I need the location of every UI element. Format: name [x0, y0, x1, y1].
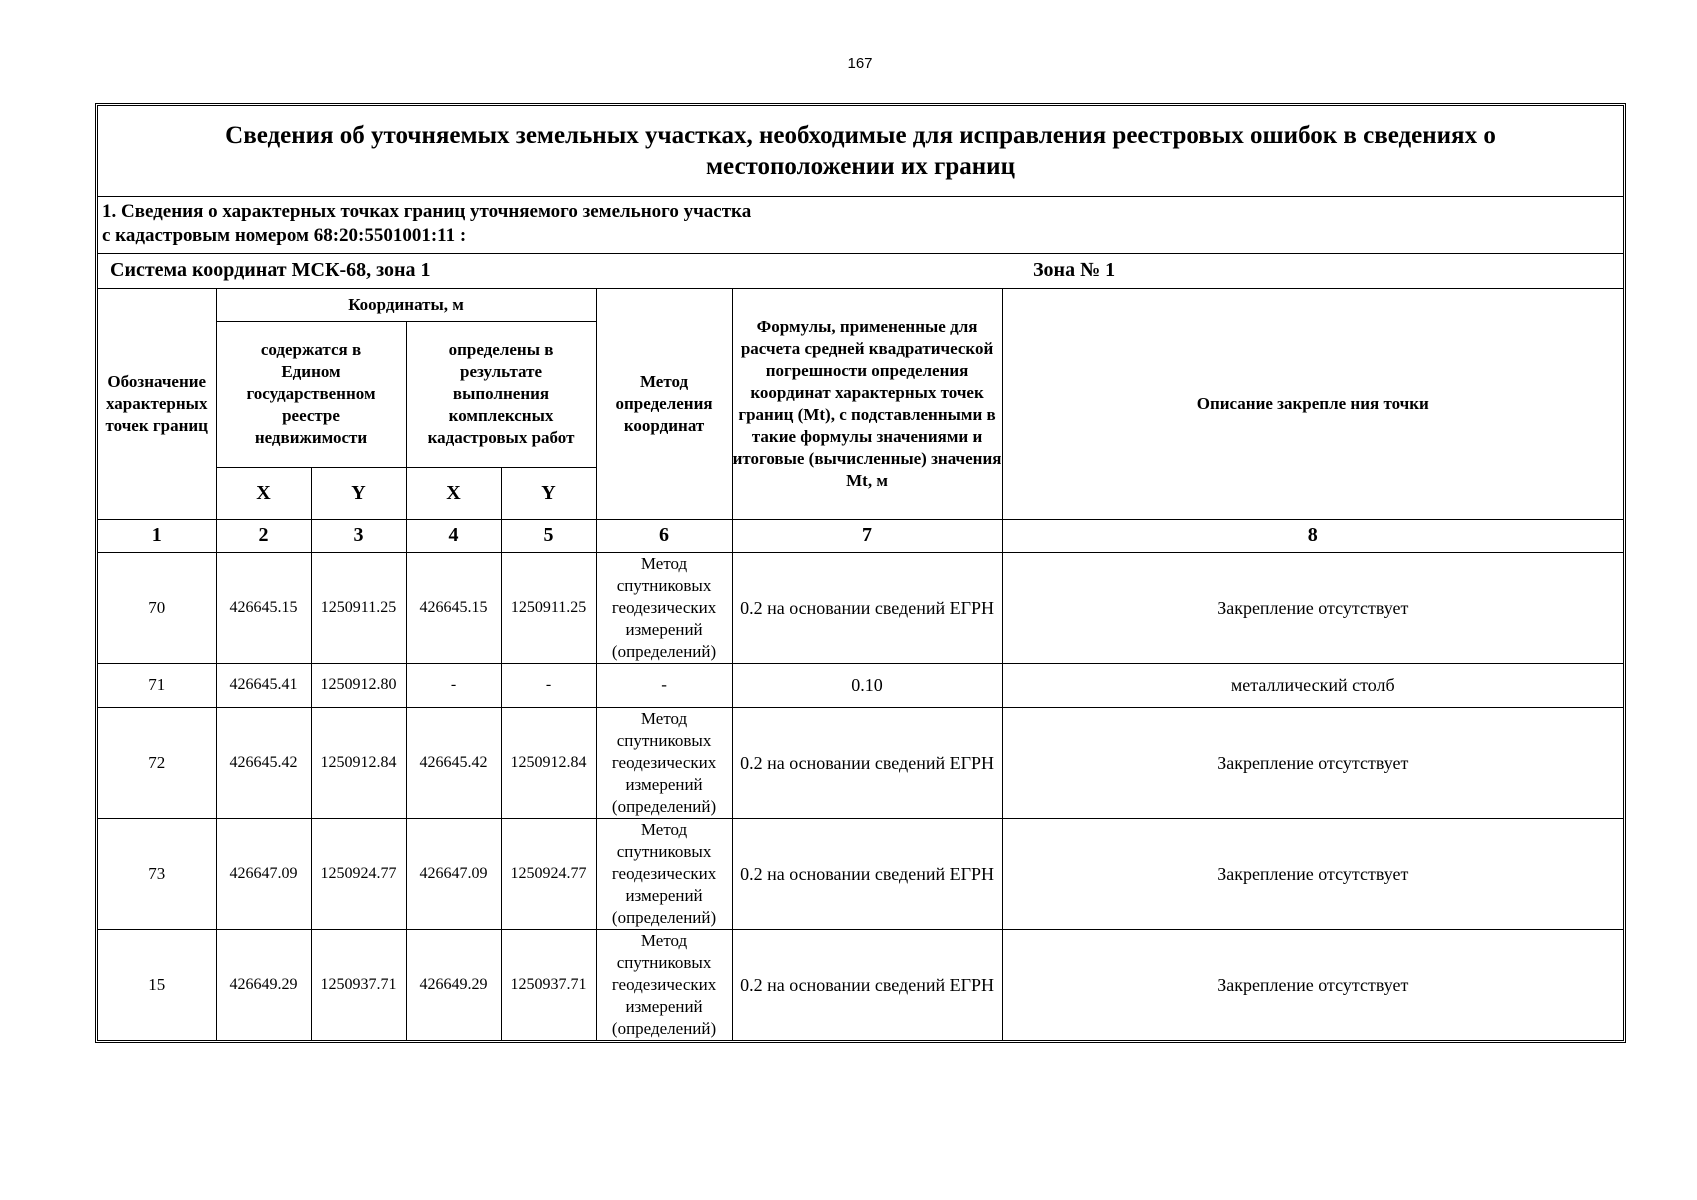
coordinate-system-label: Система координат МСК-68, зона 1 — [110, 259, 431, 281]
column-number: 3 — [311, 519, 406, 552]
column-number: 2 — [216, 519, 311, 552]
x-egrn: 426649.29 — [216, 929, 311, 1040]
column-number: 6 — [596, 519, 732, 552]
x-complex: 426647.09 — [406, 818, 501, 929]
point-id: 70 — [98, 552, 216, 663]
point-description: Закрепление отсутствует — [1002, 707, 1623, 818]
point-description: Закрепление отсутствует — [1002, 929, 1623, 1040]
x-complex: 426649.29 — [406, 929, 501, 1040]
point-description: Закрепление отсутствует — [1002, 552, 1623, 663]
header-designation: Обозначение характерных точек границ — [98, 289, 216, 519]
point-description: металлический столб — [1002, 663, 1623, 707]
table-row — [98, 552, 1623, 663]
coordinate-system-row — [98, 254, 1623, 289]
method: Метод спутниковых геодезических измерений (определений) — [596, 818, 732, 929]
y-egrn: 1250937.71 — [311, 929, 406, 1040]
x-egrn: 426647.09 — [216, 818, 311, 929]
document-frame — [95, 103, 1626, 1043]
y-complex: 1250911.25 — [501, 552, 596, 663]
header-method: Метод определения координат — [596, 289, 732, 519]
method: - — [596, 663, 732, 707]
point-id: 15 — [98, 929, 216, 1040]
column-numbers-row — [98, 519, 1623, 552]
page-number: 167 — [847, 55, 873, 72]
column-number: 8 — [1002, 519, 1623, 552]
table-row — [98, 929, 1623, 1040]
mt-value: 0.2 на основании сведений ЕГРН — [732, 552, 1002, 663]
mt-value: 0.10 — [732, 663, 1002, 707]
mt-value: 0.2 на основании сведений ЕГРН — [732, 707, 1002, 818]
method: Метод спутниковых геодезических измерений (определений) — [596, 552, 732, 663]
x-complex: 426645.42 — [406, 707, 501, 818]
x-egrn: 426645.15 — [216, 552, 311, 663]
y-egrn: 1250912.80 — [311, 663, 406, 707]
table-row — [98, 663, 1623, 707]
header-x-egrn: X — [216, 467, 311, 519]
column-number: 5 — [501, 519, 596, 552]
header-complex: определены в результате выполнения комплексных кадастровых работ — [406, 321, 596, 467]
table-row — [98, 707, 1623, 818]
header-y-complex: Y — [501, 467, 596, 519]
point-description: Закрепление отсутствует — [1002, 818, 1623, 929]
column-number: 4 — [406, 519, 501, 552]
column-number: 7 — [732, 519, 1002, 552]
section-heading-line-1: 1. Сведения о характерных точках границ уточняемого земельного участка — [102, 201, 752, 222]
y-complex: 1250912.84 — [501, 707, 596, 818]
y-egrn: 1250912.84 — [311, 707, 406, 818]
mt-value: 0.2 на основании сведений ЕГРН — [732, 929, 1002, 1040]
column-number: 1 — [98, 519, 216, 552]
y-egrn: 1250911.25 — [311, 552, 406, 663]
x-complex: - — [406, 663, 501, 707]
method: Метод спутниковых геодезических измерений (определений) — [596, 707, 732, 818]
x-egrn: 426645.41 — [216, 663, 311, 707]
header-formulas: Формулы, примененные для расчета средней квадратической погрешности определения координат характерных точек границ (Mt), с подставленными в такие формулы значениями и итоговые (вычисленные) значения Mt, м — [732, 289, 1002, 519]
header-description: Описание закрепле ния точки — [1002, 289, 1623, 519]
header-egrn: содержатся в Едином государственном реестре недвижимости — [216, 321, 406, 467]
header-coordinates: Координаты, м — [216, 289, 596, 321]
point-id: 71 — [98, 663, 216, 707]
document-title: Сведения об уточняемых земельных участках, необходимые для исправления реестровых ошибок в сведениях о местоположении их границ — [98, 106, 1623, 197]
header-x-complex: X — [406, 467, 501, 519]
x-complex: 426645.15 — [406, 552, 501, 663]
zone-label: Зона № 1 — [1033, 259, 1116, 281]
y-complex: 1250924.77 — [501, 818, 596, 929]
points-table — [98, 289, 1623, 1040]
x-egrn: 426645.42 — [216, 707, 311, 818]
point-id: 72 — [98, 707, 216, 818]
point-id: 73 — [98, 818, 216, 929]
mt-value: 0.2 на основании сведений ЕГРН — [732, 818, 1002, 929]
section-heading-line-2: с кадастровым номером 68:20:5501001:11 : — [102, 225, 467, 246]
method: Метод спутниковых геодезических измерений (определений) — [596, 929, 732, 1040]
section-heading — [98, 197, 1623, 254]
y-complex: 1250937.71 — [501, 929, 596, 1040]
header-y-egrn: Y — [311, 467, 406, 519]
y-egrn: 1250924.77 — [311, 818, 406, 929]
y-complex: - — [501, 663, 596, 707]
table-row — [98, 818, 1623, 929]
